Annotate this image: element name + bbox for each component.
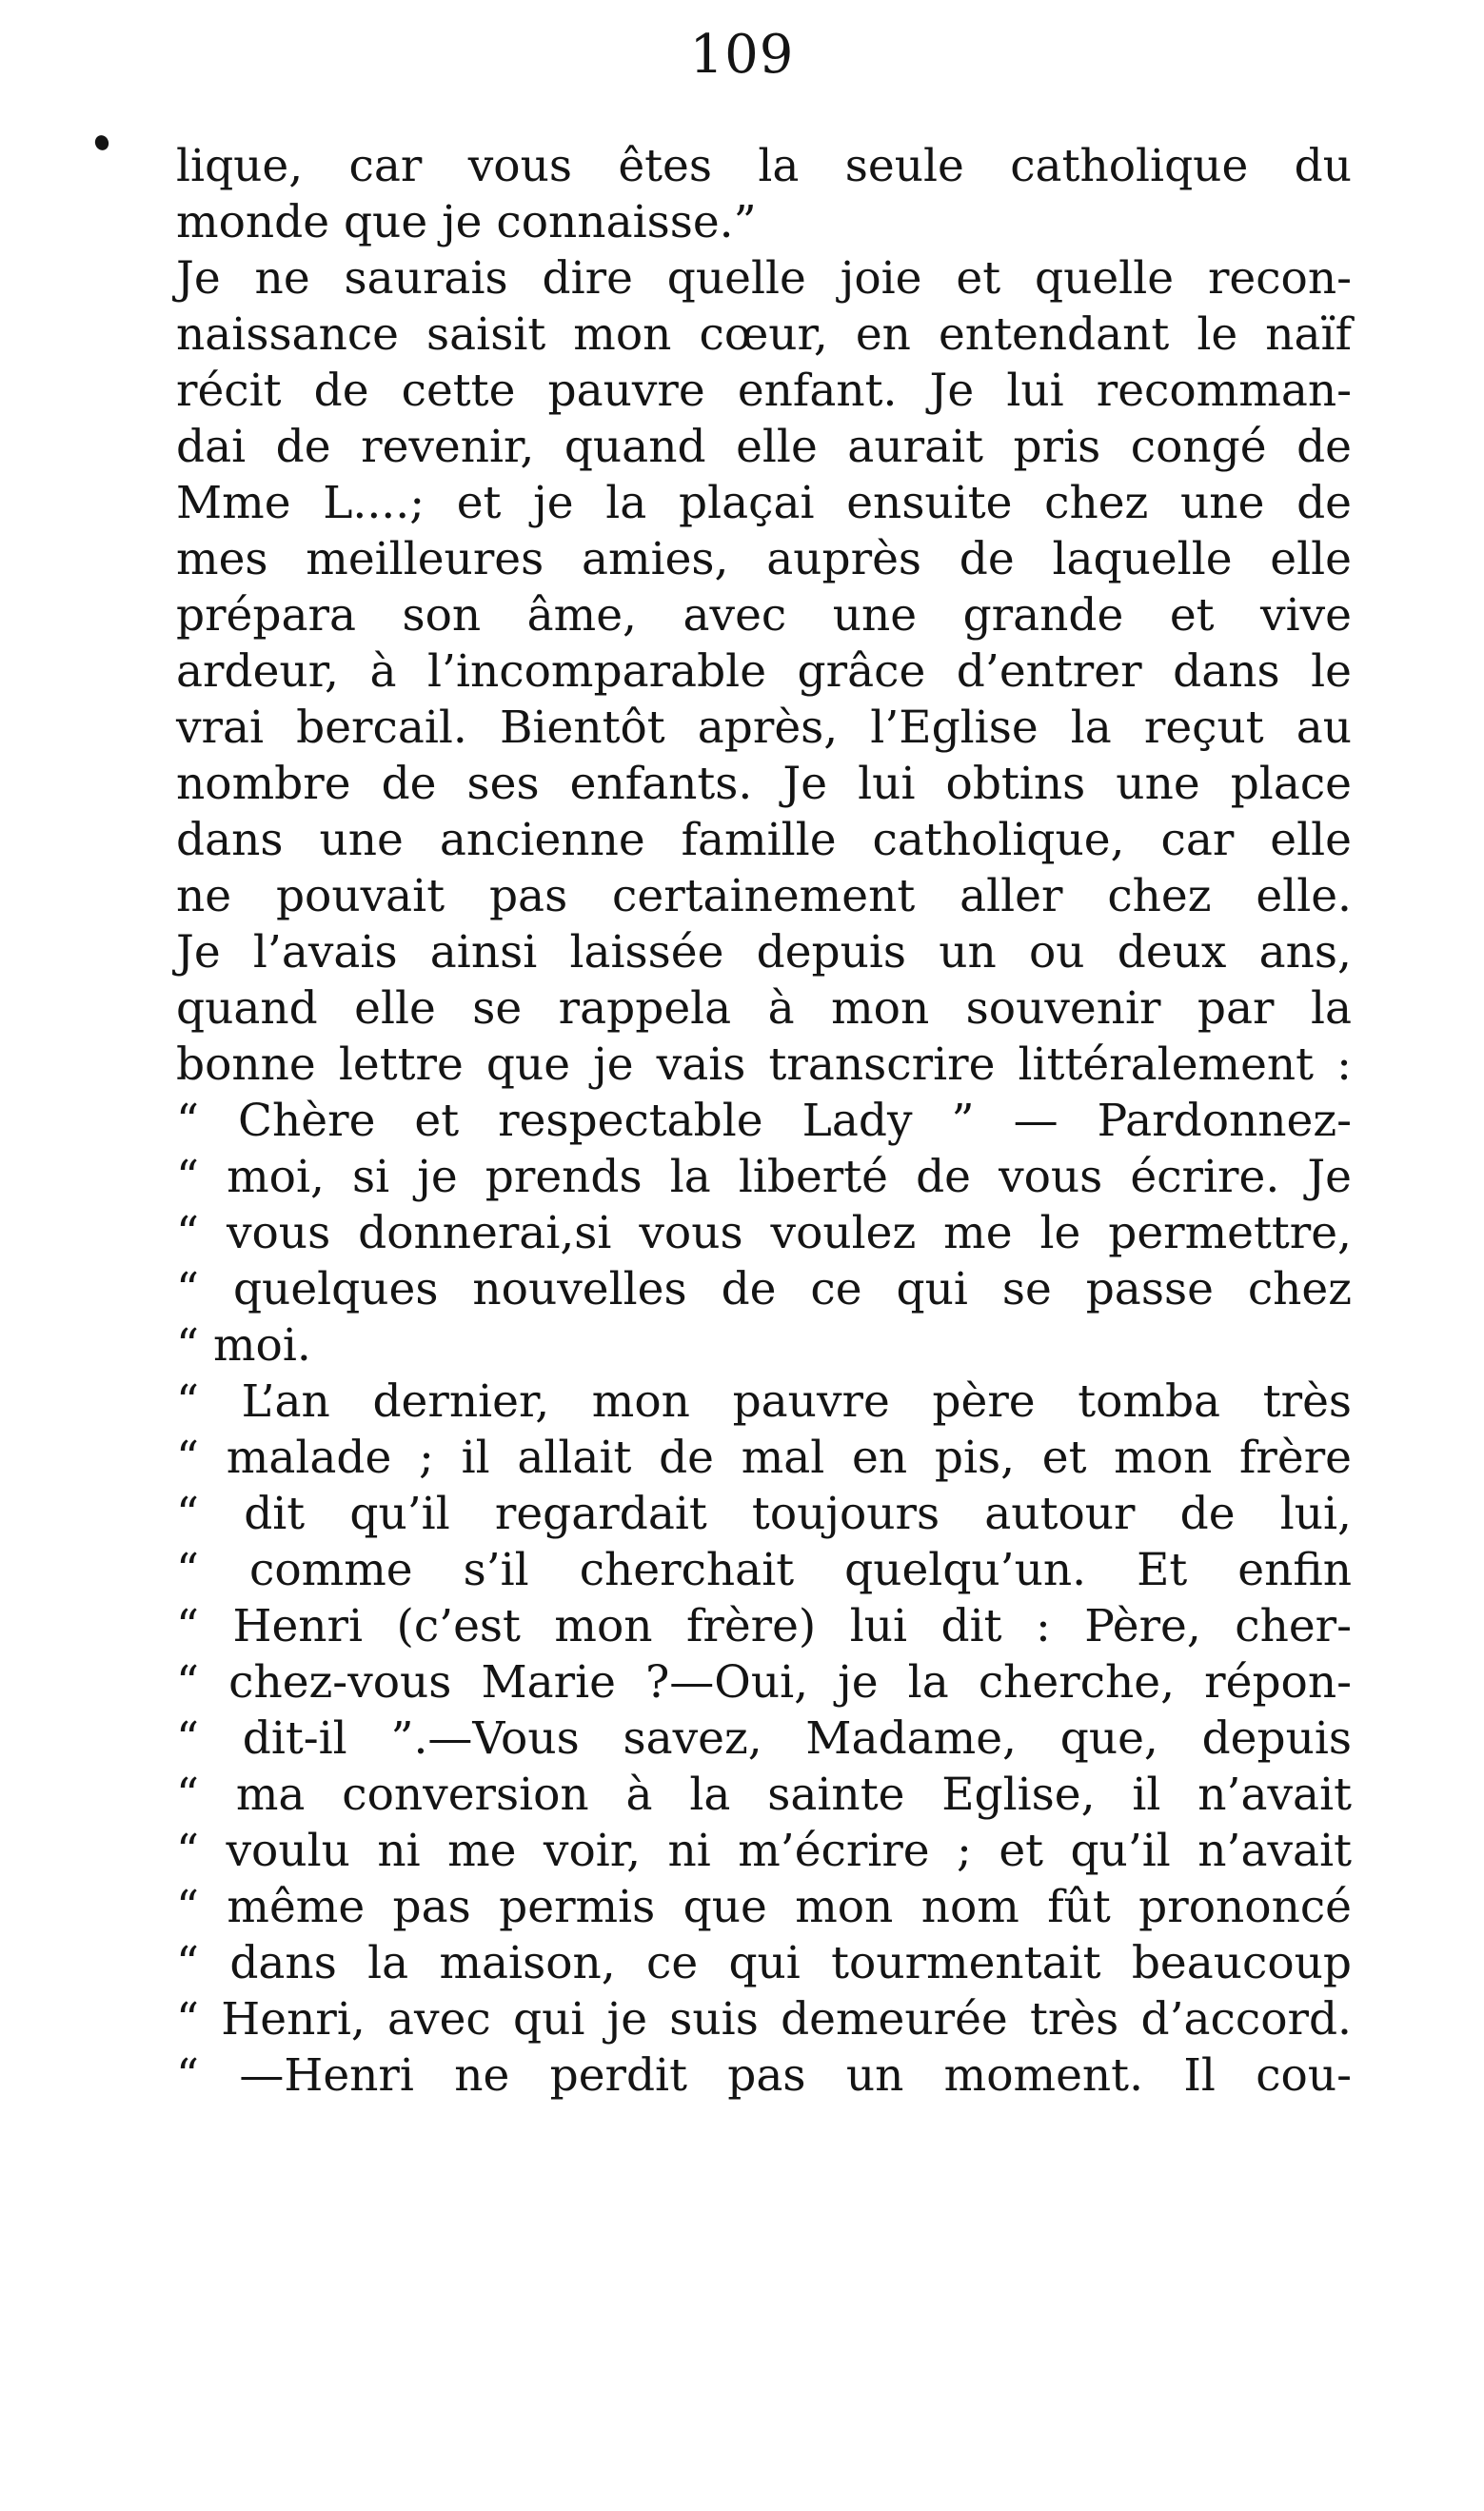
text-line: “ voulu ni me voir, ni m’écrire ; et qu’il n’avait (176, 1825, 1352, 1877)
text-line: bonne lettre que je vais transcrire littéralement : (176, 1038, 1352, 1091)
text-line: “ moi, si je prends la liberté de vous écrire. Je (176, 1151, 1352, 1203)
text-line: vrai bercail. Bientôt après, l’Eglise la reçut au (176, 702, 1352, 754)
text-line: ardeur, à l’incomparable grâce d’entrer dans le (176, 645, 1352, 698)
text-line: Je l’avais ainsi laissée depuis un ou deux ans, (176, 926, 1352, 979)
text-line: “ quelques nouvelles de ce qui se passe chez (176, 1263, 1352, 1315)
text-line: “ L’an dernier, mon pauvre père tomba très (176, 1375, 1352, 1428)
text-line: “ moi. (176, 1319, 311, 1372)
text-line: “ malade ; il allait de mal en pis, et mon frère (176, 1432, 1352, 1484)
text-line: dai de revenir, quand elle aurait pris congé de (176, 421, 1352, 473)
text-line: “ comme s’il cherchait quelqu’un. Et enfin (176, 1544, 1352, 1596)
text-line: “ Chère et respectable Lady ” — Pardonnez- (176, 1095, 1352, 1147)
text-line: quand elle se rappela à mon souvenir par la (176, 982, 1352, 1035)
text-line: récit de cette pauvre enfant. Je lui recomman- (176, 365, 1352, 417)
text-line: Je ne saurais dire quelle joie et quelle recon- (176, 252, 1352, 305)
text-line: “ —Henri ne perdit pas un moment. Il cou- (176, 2049, 1352, 2102)
text-line: ne pouvait pas certainement aller chez elle. (176, 870, 1352, 922)
ink-speck (93, 133, 111, 152)
text-line: “ dit-il ”.—Vous savez, Madame, que, depuis (176, 1712, 1352, 1765)
text-line: prépara son âme, avec une grande et vive (176, 589, 1352, 642)
text-line: “ vous donnerai,si vous voulez me le permettre, (176, 1207, 1352, 1259)
text-line: “ ma conversion à la sainte Eglise, il n’avait (176, 1769, 1352, 1821)
text-line: dans une ancienne famille catholique, car elle (176, 814, 1352, 866)
text-line: mes meilleures amies, auprès de laquelle elle (176, 533, 1352, 585)
text-line: monde que je connaisse.” (176, 196, 757, 248)
text-line: “ dans la maison, ce qui tourmentait beaucoup (176, 1937, 1352, 1989)
text-line: naissance saisit mon cœur, en entendant le naïf (176, 308, 1352, 361)
text-line: “ même pas permis que mon nom fût prononcé (176, 1881, 1352, 1933)
text-line: “ Henri (c’est mon frère) lui dit : Père, cher- (176, 1600, 1352, 1652)
text-line: lique, car vous êtes la seule catholique du (176, 140, 1352, 192)
text-line: nombre de ses enfants. Je lui obtins une place (176, 758, 1352, 810)
text-line: “ Henri, avec qui je suis demeurée très d’accord. (176, 1993, 1352, 2046)
body-text (176, 138, 1352, 2104)
text-line: Mme L....; et je la plaçai ensuite chez une de (176, 477, 1352, 529)
page-number: 109 (689, 24, 795, 86)
text-line: “ dit qu’il regardait toujours autour de lui, (176, 1488, 1352, 1540)
text-line: “ chez-vous Marie ?—Oui, je la cherche, répon- (176, 1656, 1352, 1709)
